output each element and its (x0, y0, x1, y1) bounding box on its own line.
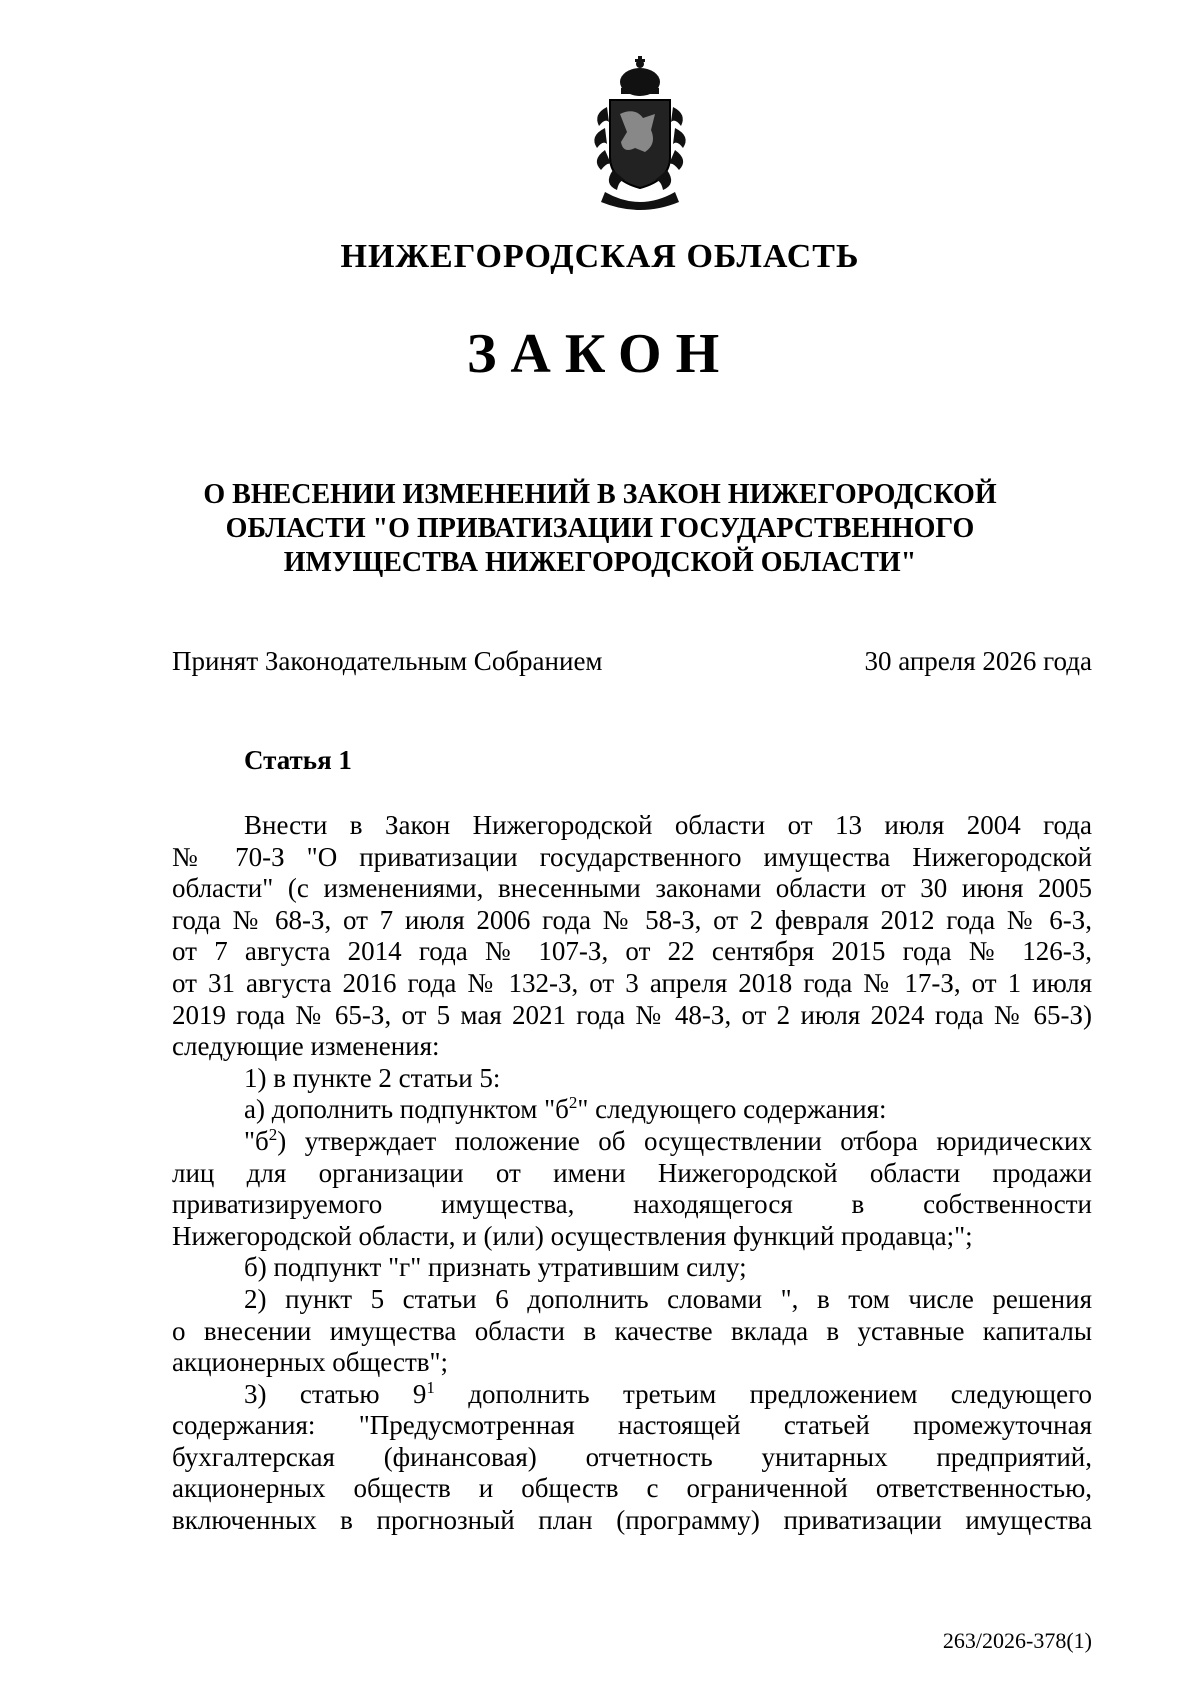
body-line: бухгалтерская (финансовая) отчетность унитарных предприятий, (172, 1441, 1092, 1472)
body-line: акционерных обществ"; (172, 1347, 449, 1378)
superscript: 2 (268, 1124, 278, 1144)
body-line-text: 3) статью 9 (244, 1378, 427, 1409)
superscript: 2 (568, 1093, 578, 1113)
body-line: Нижегородской области, и (или) осуществления функций продавца;"; (172, 1220, 973, 1251)
body-line (172, 1126, 1092, 1158)
body-line: содержания: "Предусмотренная настоящей статьей промежуточная (172, 1410, 1092, 1441)
body-line: № 70-З "О приватизации государственного имущества Нижегородской (172, 841, 1092, 872)
body-line (172, 1379, 1092, 1411)
body-line: акционерных обществ и обществ с ограниченной ответственностью, (172, 1473, 1092, 1504)
ribbon-icon (601, 192, 679, 210)
adoption-info (172, 646, 1092, 677)
body-line (172, 1094, 1092, 1126)
adopted-by: Принят Законодательным Собранием (172, 646, 603, 676)
body-line-text: ) утверждает положение об осуществлении отбора юридических (277, 1125, 1092, 1156)
body-line-text: " следующего содержания: (577, 1094, 887, 1125)
document-type-heading: ЗАКОН (466, 323, 734, 385)
body-line: 2) пункт 5 статьи 6 дополнить словами ", в том числе решения (244, 1283, 1092, 1314)
body-line-text: а) дополнить подпунктом "б (244, 1094, 569, 1125)
crown-icon (620, 56, 660, 96)
body-line: следующие изменения: (172, 1031, 440, 1062)
document-title-line: О ВНЕСЕНИИ ИЗМЕНЕНИЙ В ЗАКОН НИЖЕГОРОДСКОЙ (203, 479, 997, 510)
body-line: области" (с изменениями, внесенными законами области от 30 июня 2005 (172, 873, 1092, 904)
body-line: года № 68-З, от 7 июля 2006 года № 58-З, от 2 февраля 2012 года № 6-З, (172, 904, 1092, 935)
region-title: НИЖЕГОРОДСКАЯ ОБЛАСТЬ (340, 238, 860, 275)
document-title (150, 478, 1050, 580)
body-line: включенных в прогнозный план (программу) приватизации имущества (172, 1505, 1092, 1536)
document-number: 263/2026-378(1) (942, 1628, 1092, 1653)
adoption-date: 30 апреля 2026 года (864, 646, 1092, 676)
body-line-text: дополнить третьим предложением следующего (434, 1378, 1092, 1409)
body-line: б) подпункт "г" признать утратившим силу; (244, 1252, 747, 1283)
body-line: лиц для организации от имени Нижегородской области продажи (172, 1157, 1092, 1188)
article-heading: Статья 1 (244, 745, 352, 775)
body-line: Внести в Закон Нижегородской области от 13 июля 2004 года (244, 810, 1092, 840)
body-line: 1) в пункте 2 статьи 5: (244, 1062, 501, 1093)
body-line: от 31 августа 2016 года № 132-З, от 3 апреля 2018 года № 17-З, от 1 июля (172, 967, 1092, 998)
body-line: приватизируемого имущества, находящегося в собственности (172, 1189, 1092, 1220)
article-body (172, 810, 1092, 1537)
document-title-line: ИМУЩЕСТВА НИЖЕГОРОДСКОЙ ОБЛАСТИ" (283, 547, 917, 578)
body-line: от 7 августа 2014 года № 107-З, от 22 сентября 2015 года № 126-З, (172, 936, 1092, 967)
body-line: 2019 года № 65-З, от 5 мая 2021 года № 48-З, от 2 июля 2024 года № 65-З) (172, 999, 1092, 1030)
body-line: о внесении имущества области в качестве вклада в уставные капиталы (172, 1315, 1092, 1346)
document-title-line: ОБЛАСТИ "О ПРИВАТИЗАЦИИ ГОСУДАРСТВЕННОГО (225, 513, 975, 544)
body-line-text: "б (244, 1125, 269, 1156)
coat-of-arms-emblem (565, 52, 715, 212)
superscript: 1 (426, 1377, 435, 1397)
